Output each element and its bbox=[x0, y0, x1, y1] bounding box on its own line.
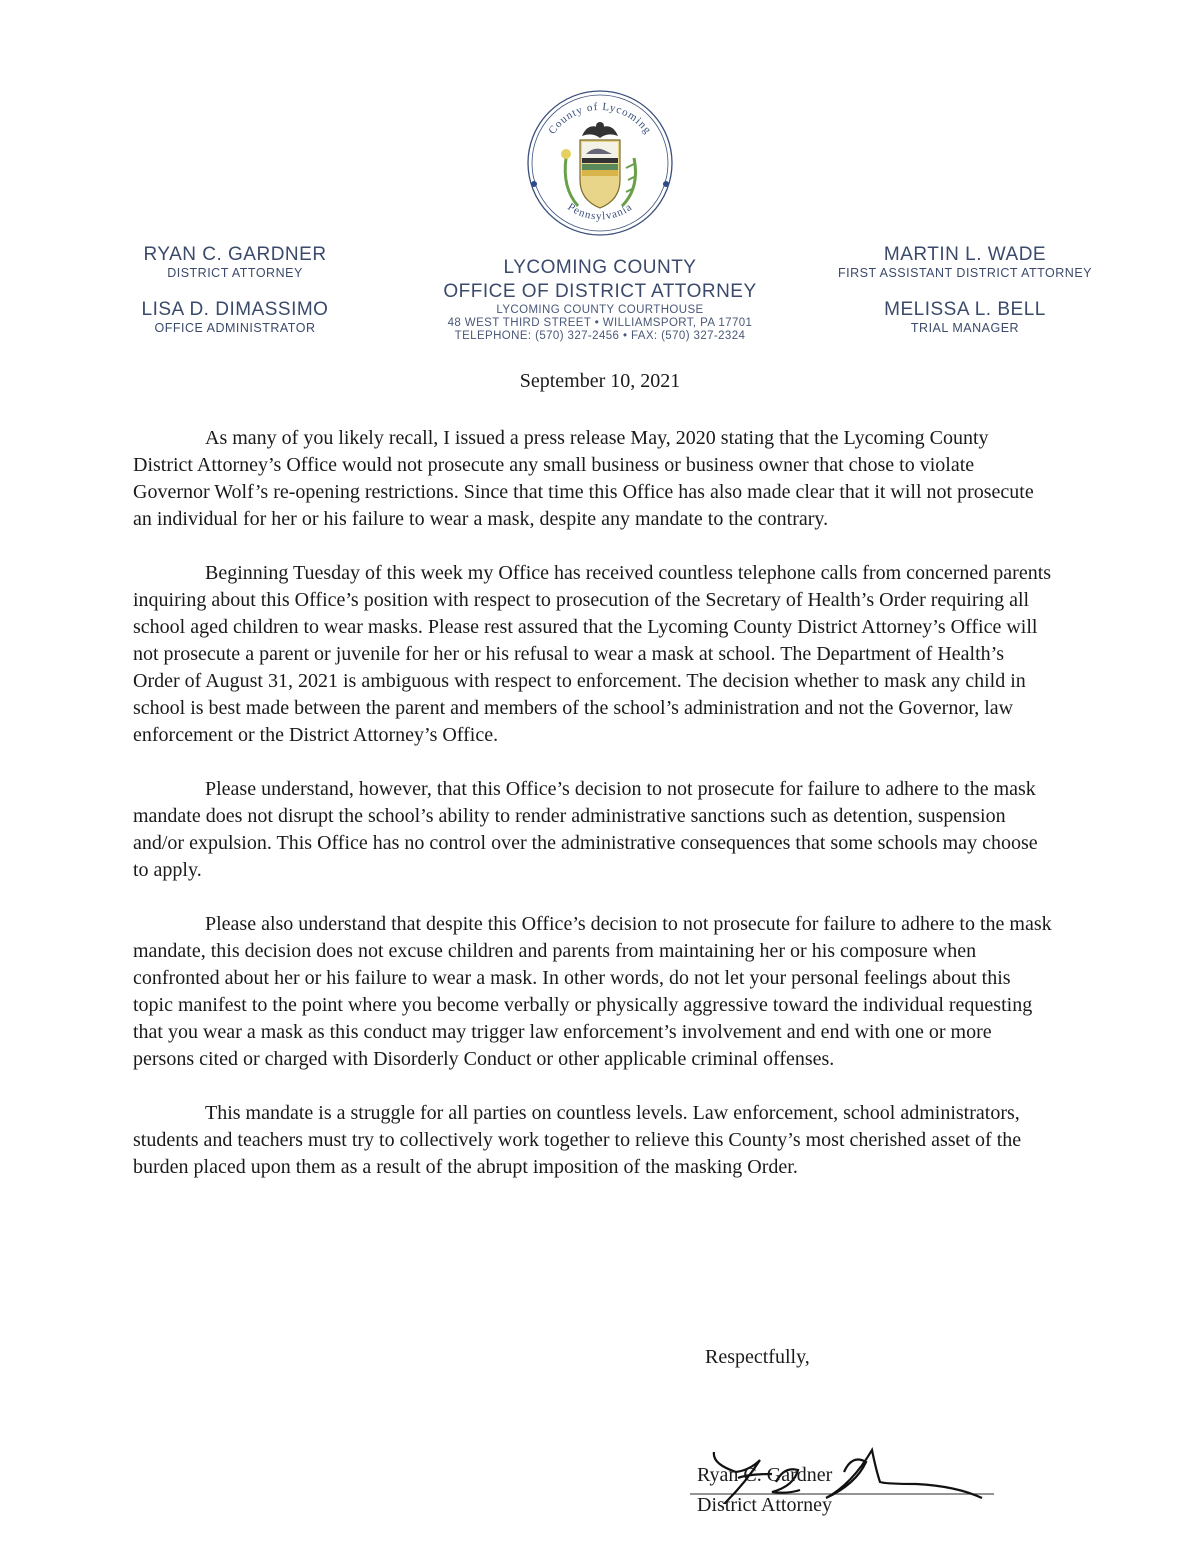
paragraph: This mandate is a struggle for all parties on countless levels. Law enforcement, school administrators, students and teachers must try to collectively work together to relieve this County’s most cherished asset of the burden placed upon them as a result of the abrupt imposition of the masking Order. bbox=[133, 1102, 1022, 1178]
closing: Respectfully, bbox=[705, 1346, 810, 1368]
signer-name: Ryan C. Gardner bbox=[697, 1464, 833, 1486]
staff-block bbox=[810, 244, 1120, 281]
paragraph: Please understand, however, that this Office’s decision to not prosecute for failure to adhere to the mask mandate does not disrupt the school’s ability to render administrative sanctions such as detention, suspension and/or expulsion. This Office has no control over the administrative consequences that some schools may choose to apply. bbox=[133, 778, 1038, 881]
office-name: OFFICE OF DISTRICT ATTORNEY bbox=[443, 281, 757, 302]
letter-date: September 10, 2021 bbox=[519, 370, 681, 392]
signer-title: District Attorney bbox=[697, 1494, 832, 1516]
staff-name: MELISSA L. BELL bbox=[884, 299, 1046, 320]
staff-block bbox=[810, 299, 1120, 336]
staff-name: MARTIN L. WADE bbox=[883, 244, 1047, 265]
letter-body bbox=[133, 425, 1053, 1208]
paragraph: Please also understand that despite this Office’s decision to not prosecute for failure to adhere to the mask mandate, this decision does not excuse children and parents from maintaining her or his composure when confronted about her or his failure to wear a mask. In other words, do not let your personal feelings about this topic manifest to the point where you become verbally or physically aggressive toward the individual requesting that you wear a mask as this conduct may trigger law enforcement’s involvement and end with one or more persons cited or charged with Disorderly Conduct or other applicable criminal offenses. bbox=[133, 913, 1052, 1070]
county-name: LYCOMING COUNTY bbox=[503, 257, 697, 278]
staff-block bbox=[120, 299, 350, 336]
seal-top-text: County of Lycoming bbox=[546, 100, 654, 137]
seal-bottom-text: Pennsylvania bbox=[565, 200, 635, 223]
staff-title: DISTRICT ATTORNEY bbox=[167, 266, 303, 280]
county-seal bbox=[522, 88, 678, 238]
staff-title: FIRST ASSISTANT DISTRICT ATTORNEY bbox=[837, 266, 1093, 280]
staff-title: OFFICE ADMINISTRATOR bbox=[154, 321, 316, 335]
address-line: 48 WEST THIRD STREET • WILLIAMSPORT, PA 17701 bbox=[447, 317, 753, 329]
paragraph: Beginning Tuesday of this week my Office has received countless telephone calls from concerned parents inquiring about this Office’s position with respect to prosecution of the Secretary of Health’s Order requiring all school aged children to wear masks. Please rest assured that the Lycoming County District Attorney’s Office will not prosecute a parent or juvenile for her or his refusal to wear a mask at school. The Department of Health’s Order of August 31, 2021 is ambiguous with respect to enforcement. The decision whether to mask any child in school is best made between the parent and members of the school’s administration and not the Governor, law enforcement or the District Attorney’s Office. bbox=[133, 562, 1052, 746]
staff-name: LISA D. DIMASSIMO bbox=[141, 299, 329, 320]
signer-block bbox=[697, 1460, 832, 1520]
letterhead-left bbox=[120, 244, 350, 354]
phone-fax-line: TELEPHONE: (570) 327-2456 • FAX: (570) 327-2324 bbox=[454, 330, 746, 342]
letterhead-center bbox=[400, 256, 800, 343]
courthouse-line: LYCOMING COUNTY COURTHOUSE bbox=[496, 304, 704, 316]
staff-name: RYAN C. GARDNER bbox=[143, 244, 327, 265]
paragraph: As many of you likely recall, I issued a press release May, 2020 stating that the Lycoming County District Attorney’s Office would not prosecute any small business or business owner that chose to violate Governor Wolf’s re-opening restrictions. Since that time this Office has also made clear that it will not prosecute an individual for her or his failure to wear a mask, despite any mandate to the contrary. bbox=[133, 427, 1034, 530]
letterhead-right bbox=[810, 244, 1120, 354]
staff-block bbox=[120, 244, 350, 281]
staff-title: TRIAL MANAGER bbox=[910, 321, 1020, 335]
